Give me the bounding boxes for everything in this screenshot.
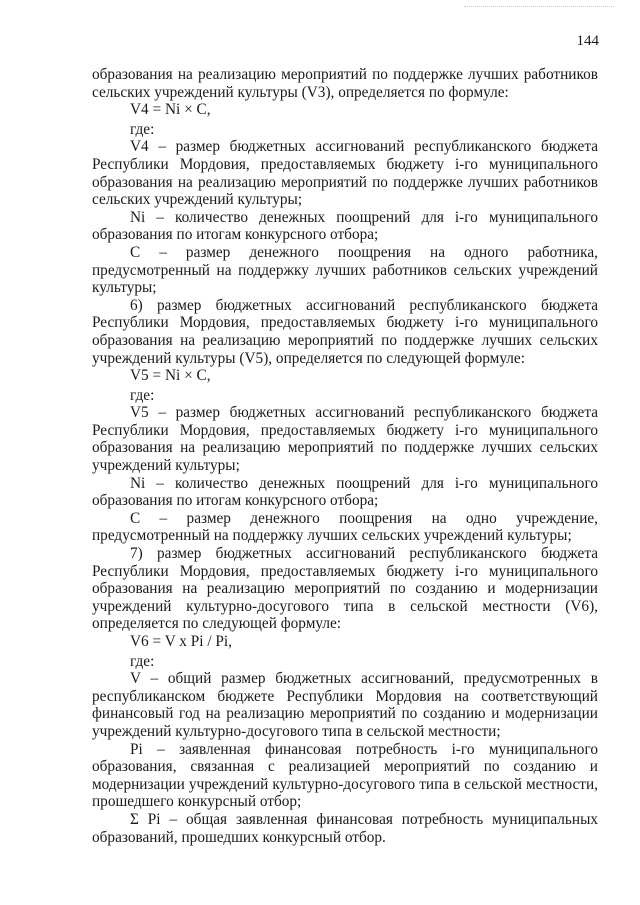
definition-ni: Ni – количество денежных поощрений для i-го муниципального образования по итогам конкурсного отбора; bbox=[92, 474, 598, 510]
scan-artifact bbox=[464, 6, 614, 13]
item-7-paragraph: 7) размер бюджетных ассигнований республиканского бюджета Республики Мордовия, предоставляемых бюджету i-го муниципального образования на реализацию мероприятий по созданию и модернизации учреждений культурно-досугового типа в сельской местности (V6), определяется по следующей формуле: bbox=[92, 545, 598, 633]
formula-v6: V6 = V x Pi / Pi, bbox=[130, 633, 232, 650]
definition-c: C – размер денежного поощрения на одного работника, предусмотренный на поддержку лучших работников сельских учреждений культуры; bbox=[92, 243, 598, 297]
formula-where-label: где: bbox=[130, 386, 155, 404]
formula-where-label: где: bbox=[130, 652, 155, 670]
definition-v5: V5 – размер бюджетных ассигнований республиканского бюджета Республики Мордовия, предоставляемых бюджету i-го муниципального образования на реализацию мероприятий по поддержке лучших сельских учреждений культуры; bbox=[92, 404, 598, 475]
item-6-paragraph: 6) размер бюджетных ассигнований республиканского бюджета Республики Мордовия, предоставляемых бюджету i-го муниципального образования на реализацию мероприятий по поддержке лучших сельских учреждений культуры (V5), определяется по следующей формуле: bbox=[92, 296, 598, 367]
definition-c: C – размер денежного поощрения на одно учреждение, предусмотренный на поддержку лучших сельских учреждений культуры; bbox=[92, 509, 598, 545]
formula-v5: V5 = Ni × C, bbox=[130, 367, 211, 385]
definition-v: V – общий размер бюджетных ассигнований, предусмотренных в республиканском бюджете Республики Мордовия на соответствующий финансовый год на реализацию мероприятий по созданию и модернизации учреждений культурно-досугового типа в сельской местности; bbox=[92, 670, 598, 740]
formula-v4: V4 = Ni × C, bbox=[130, 101, 211, 119]
paragraph-continuation: образования на реализацию мероприятий по поддержке лучших работников сельских учреждений культуры (V3), определяется по формуле: bbox=[92, 66, 598, 101]
document-body bbox=[92, 66, 598, 846]
page-number: 144 bbox=[576, 33, 599, 49]
definition-sum-pi: Σ Pi – общая заявленная финансовая потребность муниципальных образований, прошедших конкурсный отбор. bbox=[92, 810, 598, 846]
formula-where-label: где: bbox=[130, 120, 155, 138]
definition-v4: V4 – размер бюджетных ассигнований республиканского бюджета Республики Мордовия, предоставляемых бюджету i-го муниципального образования на реализацию мероприятий по поддержке лучших работников сельских учреждений культуры; bbox=[92, 138, 598, 209]
definition-pi: Pi – заявленная финансовая потребность i-го муниципального образования, связанная с реализацией мероприятий по созданию и модернизации учреждений культурно-досугового типа в сельской местности, прошедшего конкурсный отбор; bbox=[92, 740, 598, 811]
definition-ni: Ni – количество денежных поощрений для i-го муниципального образования по итогам конкурсного отбора; bbox=[92, 208, 598, 244]
